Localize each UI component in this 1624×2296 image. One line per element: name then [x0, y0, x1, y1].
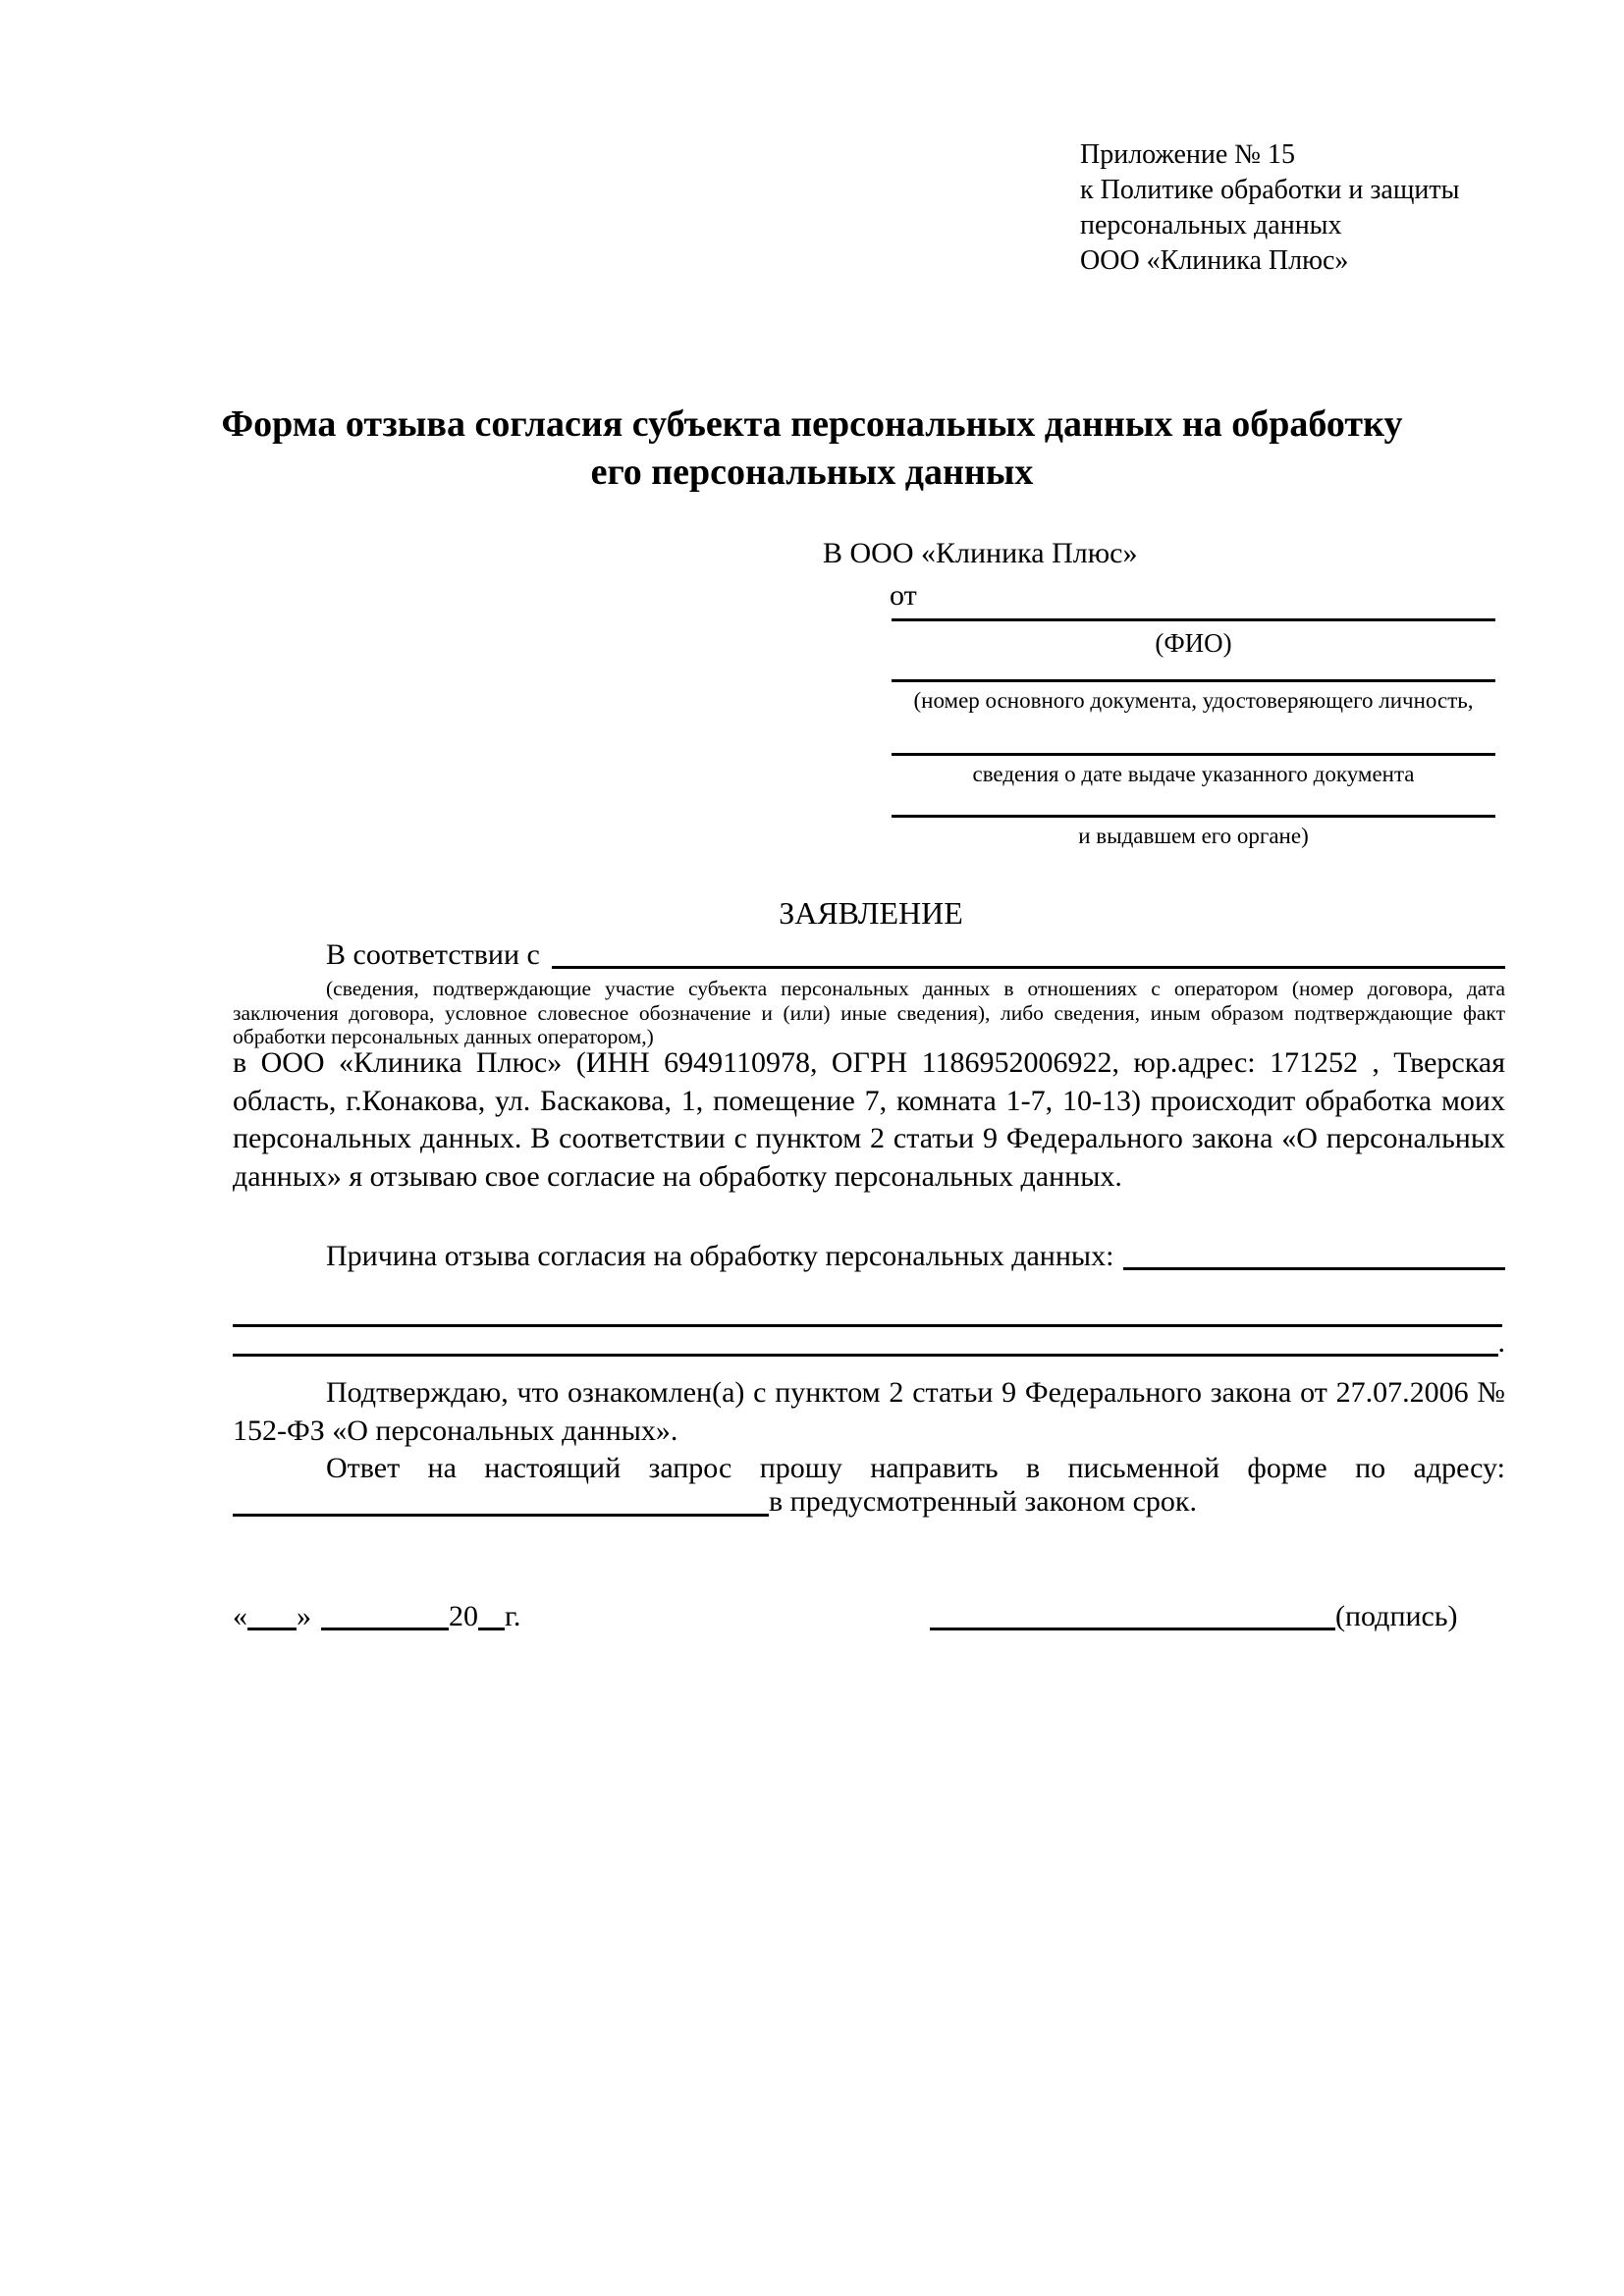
addressee-from-label: от: [890, 579, 917, 612]
issue-date-blank-line: [892, 753, 1495, 756]
in-accordance-blank-line: [552, 966, 1505, 969]
reply-tail-text: в предусмотренный законом срок.: [769, 1485, 1197, 1519]
reply-address-line: [233, 1484, 1505, 1522]
signature-blank-line: [930, 1598, 1335, 1630]
appendix-header: [1080, 137, 1459, 279]
document-title-line2: его персональных данных: [590, 452, 1034, 493]
fio-blank-line: [892, 618, 1495, 621]
date-close-quote: »: [297, 1600, 311, 1632]
in-accordance-line: [233, 937, 1505, 975]
document-title: [174, 400, 1450, 497]
trailing-period: .: [1497, 1326, 1505, 1360]
date-century: 20: [449, 1600, 478, 1632]
appendix-header-line: персональных данных: [1080, 210, 1342, 240]
year-blank-line: [478, 1598, 505, 1630]
confirmation-paragraph: Подтверждаю, что ознакомлен(а) с пунктом 2 статьи 9 Федерального закона от 27.07.2006 № 152-ФЗ «О персональных данных».: [233, 1376, 1505, 1447]
issuing-authority-caption: и выдавшем его органе): [1078, 824, 1309, 848]
appendix-header-line: ООО «Клиника Плюс»: [1080, 245, 1349, 276]
addressee-organization: В ООО «Клиника Плюс»: [823, 537, 1138, 569]
reason-blank-line-3: [233, 1327, 1505, 1362]
date-open-quote: «: [233, 1600, 247, 1632]
issue-date-caption: сведения о дате выдаче указанного документа: [972, 762, 1415, 786]
reason-text: Причина отзыва согласия на обработку персональных данных:: [326, 1240, 1114, 1273]
appendix-header-line: Приложение № 15: [1080, 139, 1295, 170]
reason-blank-line: [1123, 1267, 1505, 1270]
day-blank-line: [247, 1598, 297, 1630]
statement-heading: ЗАЯВЛЕНИЕ: [779, 895, 963, 931]
signature-line: [930, 1598, 1458, 1633]
issuing-authority-blank-line: [892, 815, 1495, 818]
date-line: [233, 1598, 520, 1633]
document-title-line1: Форма отзыва согласия субъекта персональных данных на обработку: [221, 403, 1403, 445]
document-number-blank-line: [892, 679, 1495, 682]
reply-request-paragraph: Ответ на настоящий запрос прошу направить в письменной форме по адресу:: [326, 1452, 1505, 1484]
address-blank-line: [233, 1514, 769, 1517]
month-blank-line: [321, 1598, 449, 1630]
date-year-mark: г.: [505, 1600, 521, 1632]
document-number-caption: (номер основного документа, удостоверяющего личность,: [913, 688, 1474, 713]
reason-line: [233, 1241, 1505, 1276]
fio-caption: (ФИО): [1155, 628, 1232, 658]
signature-caption: (подпись): [1335, 1600, 1458, 1632]
in-accordance-text: В соответствии с: [326, 938, 540, 972]
appendix-header-line: к Политике обработки и защиты: [1080, 175, 1460, 205]
body-paragraph: в ООО «Клиника Плюс» (ИНН 6949110978, ОГРН 1186952006922, юр.адрес: 171252 , Тверская область, г.Конакова, ул. Баскакова, 1, помещение 7, комната 1-7, 10-13) происходит обработка моих персональных данных. В соответствии с пунктом 2 статьи 9 Федерального закона «О персональных данных» я отзываю свое согласие на обработку персональных данных.: [233, 1046, 1505, 1193]
reason-blank-line-3-rule: [233, 1354, 1498, 1357]
fine-print-note: (сведения, подтверждающие участие субъекта персональных данных в отношениях с оператором (номер договора, дата заключения договора, условное словесное обозначение и (или) иные сведения), либо сведения, иным образом подтверждающие факт обработки персональных данных оператором,): [233, 977, 1505, 1048]
